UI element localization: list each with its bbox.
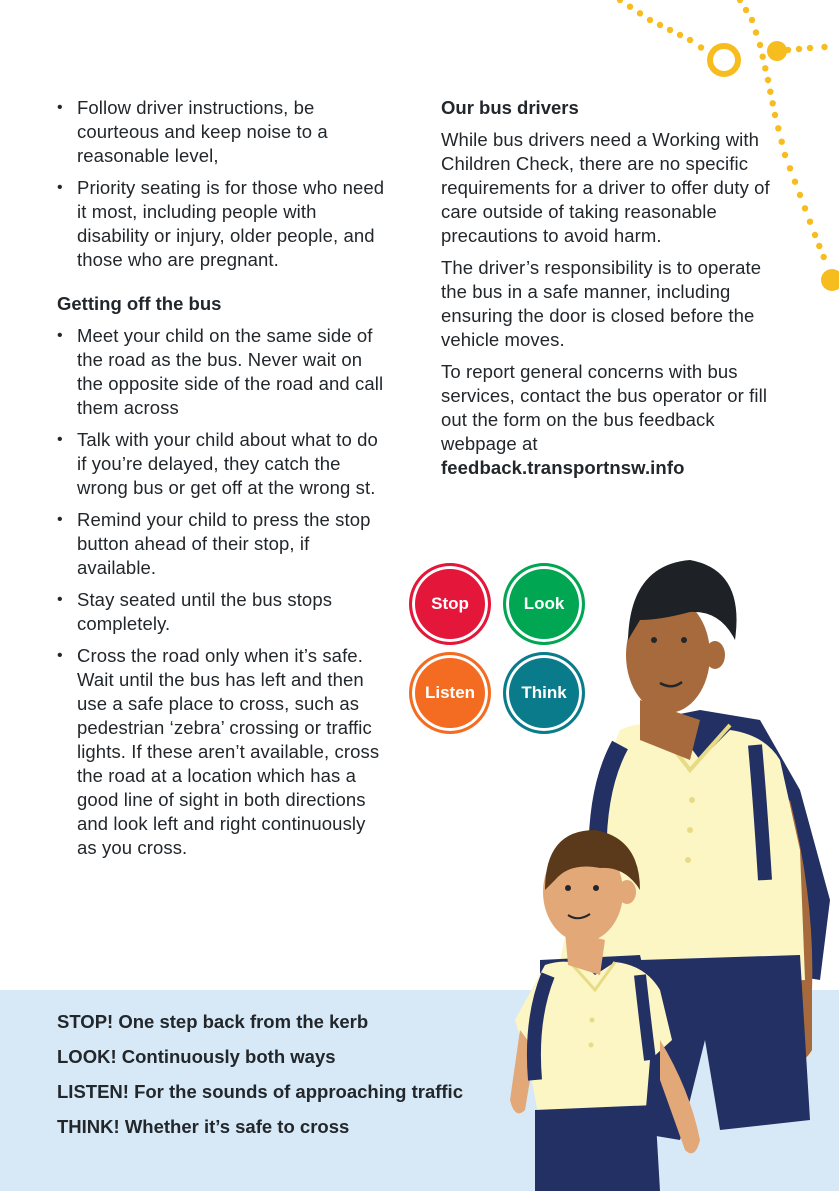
report-text: To report general concerns with bus services, contact the bus operator or fill out the form on the bus feedback webpage at xyxy=(441,361,768,454)
paragraph: While bus drivers need a Working with Children Check, there are no specific requirements for a driver to offer duty of care outside of taking reasonable precautions to avoid harm. xyxy=(441,129,770,246)
list-item: • Cross the road only when it’s safe. Wait until the bus has left and then use a safe place to cross, such as pedestrian ‘zebra’ crossing or traffic lights. If these aren’t available, cross the road at a location which has a good line of sight in both directions and look left and right continuously as you cross. xyxy=(57,644,387,860)
badge-label: Listen xyxy=(424,683,476,702)
badge-label: Think xyxy=(521,683,567,702)
list-item: • Remind your child to press the stop button ahead of their stop, if available. xyxy=(57,508,387,580)
list-item: • Talk with your child about what to do if you’re delayed, they catch the wrong bus or get off at the wrong st. xyxy=(57,428,387,500)
badge-label: Look xyxy=(523,594,565,613)
safety-steps xyxy=(57,1010,463,1150)
paragraph: The driver’s responsibility is to operate the bus in a safe manner, including ensuring the door is closed before the vehicle moves. xyxy=(441,257,762,350)
safety-step: LISTEN! For the sounds of approaching traffic xyxy=(57,1081,463,1102)
list-item: • Meet your child on the same side of the road as the bus. Never wait on the opposite side of the road and call them across xyxy=(57,324,387,420)
listen-badge xyxy=(409,652,491,734)
stop-badge xyxy=(409,563,491,645)
safety-step: STOP! One step back from the kerb xyxy=(57,1011,369,1032)
list-item: • Priority seating is for those who need it most, including people with disability or injury, older people, and those who are pregnant. xyxy=(57,176,387,272)
list-item: • Follow driver instructions, be courteous and keep noise to a reasonable level, xyxy=(57,96,387,168)
badge-label: Stop xyxy=(431,594,469,613)
feedback-link[interactable]: feedback.transportnsw.info xyxy=(441,457,685,478)
section-heading: Getting off the bus xyxy=(57,293,222,314)
think-badge xyxy=(503,652,585,734)
list-item: • Stay seated until the bus stops completely. xyxy=(57,588,387,636)
safety-step: THINK! Whether it’s safe to cross xyxy=(57,1116,350,1137)
section-heading: Our bus drivers xyxy=(441,97,579,118)
look-badge xyxy=(503,563,585,645)
safety-step: LOOK! Continuously both ways xyxy=(57,1046,336,1067)
